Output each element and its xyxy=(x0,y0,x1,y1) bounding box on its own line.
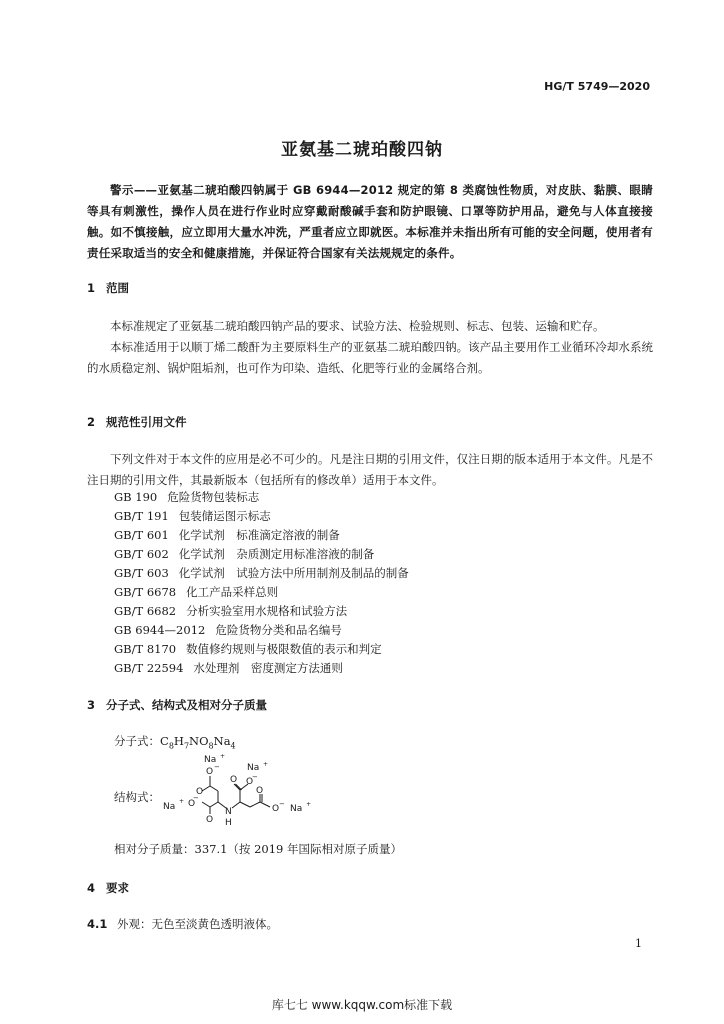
atom-label: O xyxy=(206,767,214,777)
atom-label: O xyxy=(206,815,214,825)
section-3-heading xyxy=(87,697,267,713)
paragraph: 本标准适用于以顺丁烯二酸酐为主要原料生产的亚氨基二琥珀酸四钠。该产品主要用作工业循环冷却水系统的水质稳定剂、锅炉阻垢剂，也可作为印染、造纸、化肥等行业的金属络合剂。 xyxy=(87,340,653,375)
atom-label: Na xyxy=(247,763,260,773)
ref-title: 化学试剂 杂质测定用标准溶液的制备 xyxy=(178,547,375,561)
atom-label: O xyxy=(196,787,204,797)
reference-item xyxy=(114,641,382,657)
reference-item xyxy=(114,622,342,638)
atom-charge: − xyxy=(193,794,199,802)
section-title: 规范性引用文件 xyxy=(106,415,187,429)
section-1-heading xyxy=(87,280,129,296)
clause-number: 4.1 xyxy=(87,917,108,931)
ref-title: 化工产品采样总则 xyxy=(186,585,279,599)
section-2-intro xyxy=(87,449,653,491)
formula-element: NO xyxy=(189,734,209,748)
section-number: 2 xyxy=(87,415,96,429)
clause-4-1 xyxy=(87,916,278,932)
reference-item xyxy=(114,603,347,619)
ref-title: 数值修约规则与极限数值的表示和判定 xyxy=(186,642,382,656)
ref-title: 分析实验室用水规格和试验方法 xyxy=(186,604,348,618)
atom-charge: − xyxy=(214,763,220,771)
section-4-heading xyxy=(87,880,129,896)
atom-label: O xyxy=(272,804,280,814)
section-number: 3 xyxy=(87,698,96,712)
ref-code: GB/T 22594 xyxy=(114,661,184,675)
atom-label: Na xyxy=(290,804,303,814)
ref-code: GB 190 xyxy=(114,490,158,504)
warning-block xyxy=(87,180,653,264)
atom-charge: + xyxy=(306,801,312,808)
reference-item xyxy=(114,565,409,581)
atom-label: Na xyxy=(163,802,176,812)
atom-label: N xyxy=(225,807,232,817)
atom-label: O xyxy=(246,777,254,787)
section-2-heading xyxy=(87,414,187,430)
ref-code: GB/T 191 xyxy=(114,509,169,523)
document-title: 亚氨基二琥珀酸四钠 xyxy=(281,140,443,160)
ref-code: GB 6944—2012 xyxy=(114,623,206,637)
ref-code: GB/T 8170 xyxy=(114,642,177,656)
page-number: 1 xyxy=(635,937,642,950)
footer-watermark: 库七七 www.kqqw.com标准下载 xyxy=(271,998,453,1012)
reference-item xyxy=(114,508,271,524)
reference-item xyxy=(114,584,278,600)
section-number: 1 xyxy=(87,281,96,295)
clause-text: 外观：无色至淡黄色透明液体。 xyxy=(117,917,278,931)
formula-element: Na xyxy=(213,734,231,748)
atom-label: O xyxy=(256,786,264,796)
atom-label: Na xyxy=(204,755,217,765)
paragraph: 本标准规定了亚氨基二琥珀酸四钠产品的要求、试验方法、检验规则、标志、包装、运输和贮存。 xyxy=(110,319,605,333)
structural-formula xyxy=(160,754,330,834)
atom-charge: + xyxy=(263,761,269,768)
section-number: 4 xyxy=(87,881,96,895)
ref-title: 危险货物分类和品名编号 xyxy=(215,623,342,637)
paragraph: 下列文件对于本文件的应用是必不可少的。凡是注日期的引用文件，仅注日期的版本适用于本文件。凡是不注日期的引用文件，其最新版本（包括所有的修改单）适用于本文件。 xyxy=(87,452,653,487)
ref-code: GB/T 6682 xyxy=(114,604,177,618)
ref-code: GB/T 601 xyxy=(114,528,169,542)
ref-title: 化学试剂 试验方法中所用制剂及制品的制备 xyxy=(178,566,409,580)
formula-count: 7 xyxy=(183,741,190,751)
formula-element: C xyxy=(160,734,169,748)
reference-item xyxy=(114,546,374,562)
molecular-mass: 相对分子质量：337.1（按 2019 年国际相对原子质量） xyxy=(114,842,402,856)
warning-text: 警示——亚氨基二琥珀酸四钠属于 GB 6944—2012 规定的第 8 类腐蚀性物质，对皮肤、黏膜、眼睛等具有刺激性，操作人员在进行作业时应穿戴耐酸碱手套和防护眼镜、口罩等防护用品，避免与人体直接接触。如不慎接触，应立即用大量水冲洗，严重者应立即就医。本标准并未指出所有可能的安全问题，使用者有责任采取适当的安全和健康措施，并保证符合国家有关法规规定的条件。 xyxy=(87,183,653,260)
molecular-formula xyxy=(114,733,236,750)
reference-item xyxy=(114,660,343,676)
formula-count: 8 xyxy=(168,741,174,751)
section-1-body xyxy=(87,316,653,379)
reference-item xyxy=(114,489,259,505)
section-title: 范围 xyxy=(106,281,129,295)
atom-label: H xyxy=(225,818,232,828)
atom-charge: − xyxy=(279,800,285,808)
reference-item xyxy=(114,527,340,543)
atom-label: O xyxy=(230,775,238,785)
section-title: 分子式、结构式及相对分子质量 xyxy=(106,698,267,712)
ref-title: 危险货物包装标志 xyxy=(167,490,260,504)
section-title: 要求 xyxy=(106,881,129,895)
ref-title: 包装储运图示标志 xyxy=(178,509,271,523)
formula-count: 4 xyxy=(230,741,236,751)
ref-title: 化学试剂 标准滴定溶液的制备 xyxy=(178,528,340,542)
ref-code: GB/T 602 xyxy=(114,547,169,561)
atom-label: O xyxy=(188,799,196,809)
atom-charge: + xyxy=(220,754,226,760)
formula-count: 8 xyxy=(208,741,214,751)
formula-label: 分子式： xyxy=(114,734,160,748)
formula-element: H xyxy=(173,734,184,748)
standard-number: HG/T 5749—2020 xyxy=(544,80,650,93)
structure-label: 结构式： xyxy=(114,790,160,804)
ref-code: GB/T 6678 xyxy=(114,585,177,599)
ref-code: GB/T 603 xyxy=(114,566,169,580)
atom-charge: − xyxy=(252,773,258,781)
atom-charge: + xyxy=(179,798,185,805)
ref-title: 水处理剂 密度测定方法通则 xyxy=(193,661,343,675)
